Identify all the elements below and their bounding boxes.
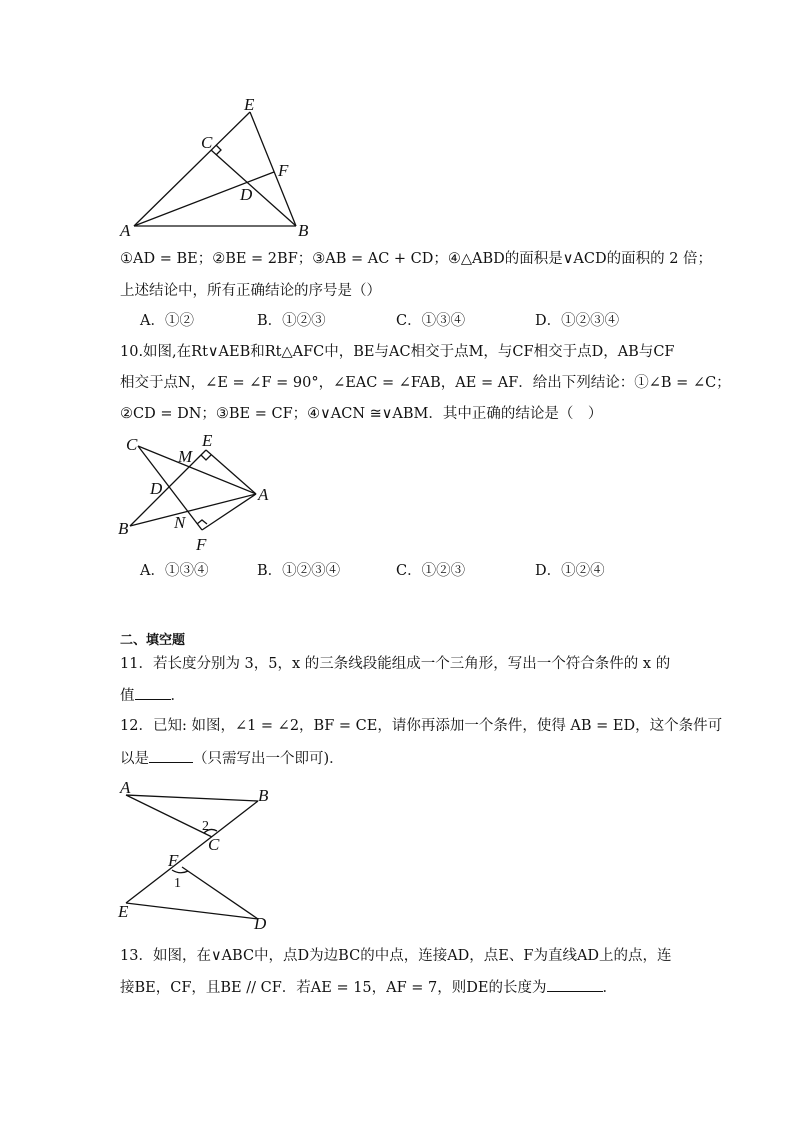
q12-line-1: 12．已知: 如图，∠1 = ∠2，BF = CE，请你再添加一个条件，使得 AB = ED，这个条件可 — [120, 718, 723, 734]
section-title: 二、填空题 — [120, 633, 186, 648]
label-e: E — [244, 95, 255, 114]
figure-rt-triangles — [110, 430, 280, 555]
label-f: F — [168, 851, 179, 870]
q11-suffix: ． — [170, 688, 185, 704]
q11-prefix: 值 — [120, 688, 135, 704]
segment-af — [134, 172, 274, 226]
q12-prefix: 以是 — [120, 751, 149, 767]
label-a: A — [120, 221, 131, 240]
label-e: E — [118, 902, 129, 921]
segment-ab — [126, 795, 258, 801]
q11-line-1: 11．若长度分别为 3，5，x 的三条线段能组成一个三角形，写出一个符合条件的 x 的 — [120, 656, 671, 672]
q11-answer-blank[interactable] — [135, 685, 171, 700]
q11-line-2 — [120, 685, 185, 706]
q10-line-3: ②CD = DN；③BE = CF；④∨ACN ≅∨ABM．其中正确的结论是（ ） — [120, 406, 603, 422]
label-a: A — [258, 485, 269, 504]
label-d: D — [150, 479, 163, 498]
segment-ea — [206, 450, 256, 494]
q12-answer-blank[interactable] — [149, 748, 193, 763]
q9-statements: ①AD = BE；②BE = 2BF；③AB = AC + CD；④△ABD的面积是∨ACD的面积的 2 倍； — [120, 251, 713, 267]
right-angle-mark-f — [197, 520, 207, 524]
segment-ba — [130, 494, 256, 526]
q12-suffix: （只需写出一个即可)． — [193, 751, 344, 767]
label-angle-1: 1 — [174, 876, 181, 891]
angle-arc-1 — [172, 870, 188, 873]
q13-line-2 — [120, 977, 617, 998]
q13-answer-blank[interactable] — [547, 977, 603, 992]
q10-choice-b[interactable]: B．①②③④ — [257, 563, 341, 579]
q9-choice-a[interactable]: A．①② — [140, 313, 194, 329]
label-c: C — [208, 835, 220, 854]
segment-be — [126, 801, 258, 903]
right-angle-mark-e — [201, 455, 211, 460]
q9-prompt: 上述结论中，所有正确结论的序号是（） — [120, 283, 381, 299]
label-c: C — [126, 435, 138, 454]
label-b: B — [298, 221, 309, 240]
q10-choice-c[interactable]: C．①②③ — [396, 563, 466, 579]
label-b: B — [118, 519, 129, 538]
label-m: M — [178, 447, 193, 466]
figure-triangle-abe — [110, 92, 320, 242]
label-f: F — [278, 161, 289, 180]
label-d: D — [240, 185, 253, 204]
segment-be — [130, 450, 206, 526]
label-n: N — [174, 513, 186, 532]
q9-choice-c[interactable]: C．①③④ — [396, 313, 466, 329]
q10-choice-d[interactable]: D．①②④ — [535, 563, 605, 579]
label-c: C — [201, 133, 213, 152]
q13-suffix: ． — [602, 980, 617, 996]
label-b: B — [258, 786, 269, 805]
q9-choice-b[interactable]: B．①②③ — [257, 313, 326, 329]
q13-prefix: 接BE，CF，且BE // CF．若AE = 15，AF = 7，则DE的长度为 — [120, 980, 547, 996]
q10-line-1: 10.如图,在Rt∨AEB和Rt△AFC中，BE与AC相交于点M，与CF相交于点D，AB与CF — [120, 344, 675, 360]
label-f: F — [196, 535, 207, 554]
right-angle-mark-c — [216, 145, 221, 155]
label-e: E — [202, 431, 213, 450]
label-d: D — [254, 914, 267, 933]
figure-bowtie — [110, 775, 280, 935]
segment-eb — [250, 112, 296, 226]
segment-ac — [126, 795, 212, 837]
q10-line-2: 相交于点N，∠E = ∠F = 90°，∠EAC = ∠FAB，AE = AF．给出下列结论：①∠B = ∠C； — [120, 375, 731, 391]
q13-line-1: 13．如图，在∨ABC中，点D为边BC的中点，连接AD，点E、F为直线AD上的点，连 — [120, 948, 672, 964]
label-a: A — [120, 778, 131, 797]
q12-line-2 — [120, 748, 344, 769]
label-angle-2: 2 — [202, 819, 209, 834]
q10-choice-a[interactable]: A．①③④ — [140, 563, 209, 579]
segment-fa — [202, 494, 256, 530]
q9-choice-d[interactable]: D．①②③④ — [535, 313, 620, 329]
